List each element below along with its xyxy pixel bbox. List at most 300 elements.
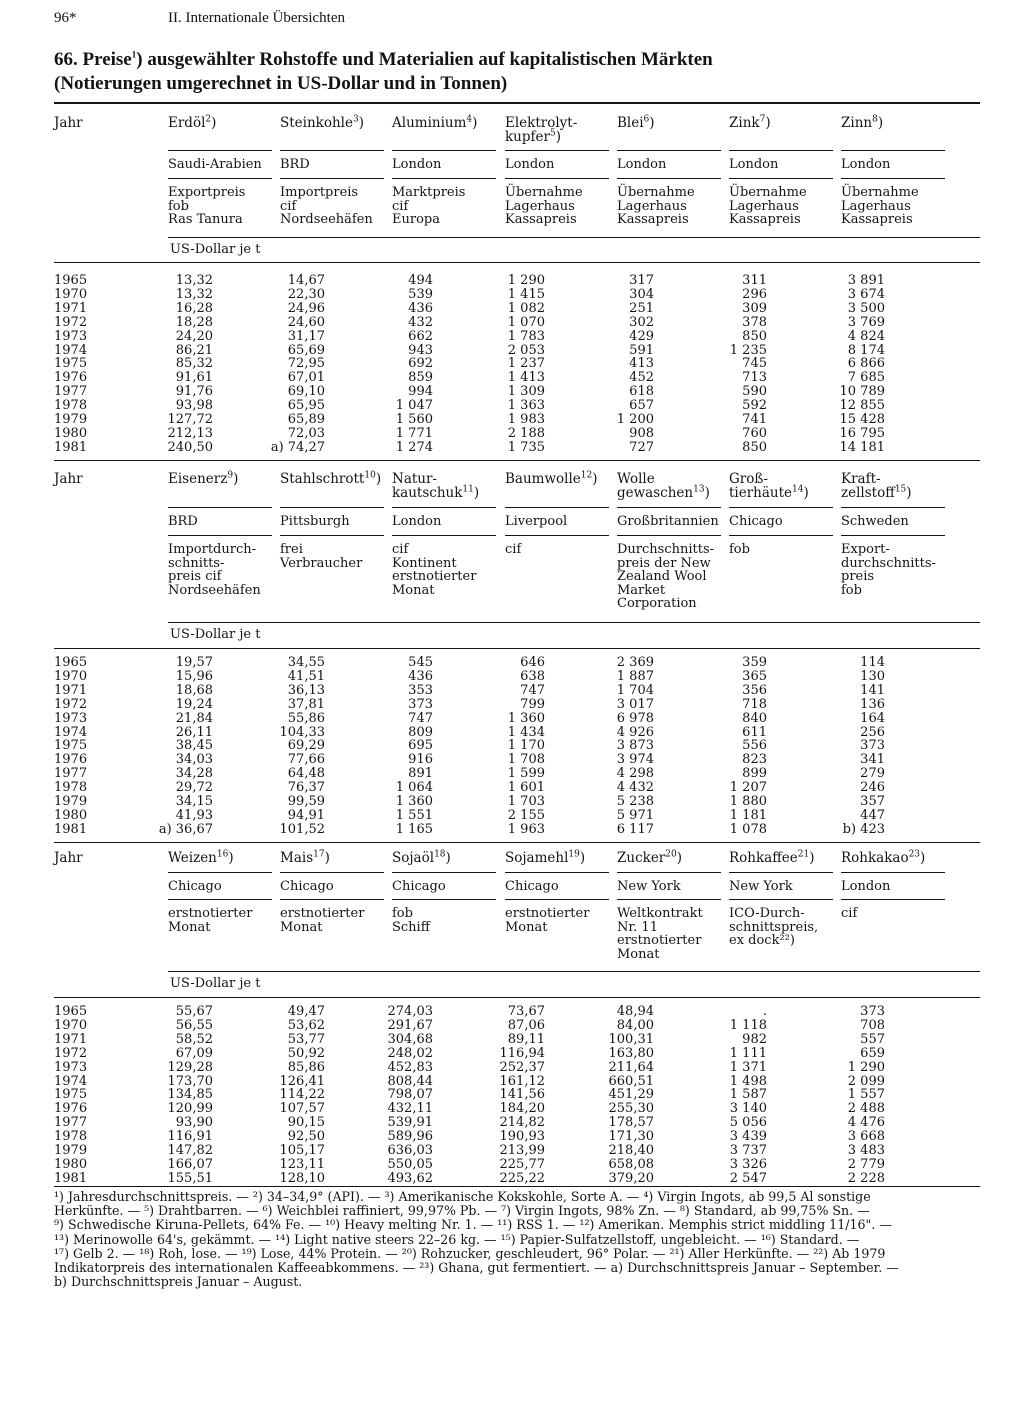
value-cell: 90,15 xyxy=(287,1115,325,1131)
column-header-line: Sojamehl$^{19}$) xyxy=(505,849,586,866)
value-cell: 107,57 xyxy=(279,1101,325,1117)
price-basis-line: fob xyxy=(392,906,413,921)
value-cell: 89,11 xyxy=(507,1031,545,1047)
price-basis-line: erstnotierter xyxy=(392,569,477,585)
value-cell: 808,44 xyxy=(387,1073,433,1089)
value-cell: 657 xyxy=(629,398,654,414)
value-cell: 3 439 xyxy=(729,1129,767,1145)
value-cell: 24,20 xyxy=(175,328,213,344)
value-cell: 692 xyxy=(408,356,433,372)
price-basis-line: Kassapreis xyxy=(841,212,913,228)
price-basis-line: Lagerhaus xyxy=(505,198,575,214)
price-basis xyxy=(505,907,589,934)
value-cell: 1 360 xyxy=(395,794,433,809)
value-cell: 123,11 xyxy=(279,1156,325,1172)
value-cell: 6 978 xyxy=(616,710,654,726)
value-cell: 356 xyxy=(742,682,767,698)
footnotes xyxy=(54,1190,969,1289)
value-cell: 5 971 xyxy=(616,807,654,823)
value-cell: 1 237 xyxy=(507,356,545,372)
column-header-line: Baumwolle$^{12}$) xyxy=(505,470,598,487)
value-cell: 493,62 xyxy=(387,1170,433,1186)
header-rule xyxy=(392,507,496,508)
year-cell: 1975 xyxy=(54,738,88,754)
price-basis-line: Monat xyxy=(617,946,660,962)
value-cell: 8 174 xyxy=(847,342,885,358)
value-cell: 1 165 xyxy=(395,821,433,837)
title-line-1: 66. Preise$^1$) ausgewählter Rohstoffe und Materialien auf kapitalistischen Märkten xyxy=(54,49,713,70)
year-cell: 1980 xyxy=(54,425,88,441)
price-basis xyxy=(280,543,362,570)
value-cell: 240,50 xyxy=(167,439,213,455)
market-rule xyxy=(280,535,384,536)
value-cell: 69,29 xyxy=(287,738,325,754)
price-basis-line: Lagerhaus xyxy=(729,198,799,214)
value-cell: 1 704 xyxy=(616,682,654,698)
year-cell: 1981 xyxy=(54,821,88,837)
footnote-ref: 11 xyxy=(462,484,474,495)
year-cell: 1972 xyxy=(54,696,88,712)
value-cell: 646 xyxy=(520,655,545,670)
market-label: Chicago xyxy=(392,879,446,894)
value-cell: 116,91 xyxy=(167,1129,213,1145)
value-cell: 1 371 xyxy=(729,1059,767,1075)
value-cell: 19,24 xyxy=(175,696,213,712)
value-cell: 413 xyxy=(629,356,654,372)
year-cell: 1976 xyxy=(54,1101,88,1117)
market-label: Chicago xyxy=(168,879,222,894)
value-cell: 37,81 xyxy=(287,696,325,712)
jahr-label: Jahr xyxy=(54,850,83,866)
value-cell: 2 488 xyxy=(847,1101,885,1117)
column-header xyxy=(505,116,577,144)
column-header xyxy=(729,851,815,865)
value-cell: 248,02 xyxy=(387,1045,433,1061)
column-header xyxy=(280,851,330,865)
market-label: Schweden xyxy=(841,514,909,529)
value-cell: 994 xyxy=(408,384,433,400)
column-header xyxy=(617,116,655,130)
value-cell: a) 74,27 xyxy=(270,439,325,455)
price-basis-line: preis xyxy=(841,569,875,585)
value-cell: 225,22 xyxy=(499,1170,545,1186)
value-cell: 178,57 xyxy=(608,1115,654,1131)
column-header xyxy=(841,851,925,865)
price-basis-line: schnittspreis, xyxy=(729,919,819,935)
value-cell: 713 xyxy=(742,370,767,386)
value-cell: 93,90 xyxy=(175,1115,213,1131)
value-cell: 93,98 xyxy=(175,398,213,414)
header-rule xyxy=(841,872,945,873)
value-cell: 539,91 xyxy=(387,1115,433,1131)
value-cell: 618 xyxy=(629,384,654,400)
value-cell: 3 737 xyxy=(729,1143,767,1158)
value-cell: 304 xyxy=(629,286,654,302)
value-cell: 255,30 xyxy=(608,1101,654,1117)
value-cell: 114 xyxy=(860,655,885,670)
footnote-line: ⁹) Schwedische Kiruna-Pellets, 64% Fe. — ¹⁰) Heavy melting Nr. 1. — ¹¹) RSS 1. — ¹²) Amerikan. Memphis strict middling 11/16". — xyxy=(54,1217,892,1233)
year-cell: 1972 xyxy=(54,314,88,330)
year-cell: 1979 xyxy=(54,794,88,809)
footnote-ref: 5 xyxy=(549,128,556,139)
price-basis-line: Monat xyxy=(168,919,211,935)
footnote-ref: 16 xyxy=(216,849,229,860)
value-cell: 190,93 xyxy=(499,1129,545,1145)
year-cell: 1974 xyxy=(54,1073,88,1089)
footnote-line: Indikatorpreis des internationalen Kaffeeabkommens. — ²³) Ghana, gut fermentiert. — a) Durchschnittspreis Januar – September. — xyxy=(54,1260,899,1276)
column-header xyxy=(841,472,912,500)
market-label: London xyxy=(392,157,442,172)
price-basis xyxy=(729,186,807,227)
value-cell: 55,86 xyxy=(287,710,325,726)
column-header xyxy=(729,116,771,130)
value-cell: 747 xyxy=(408,710,433,726)
value-cell: 34,03 xyxy=(175,752,213,768)
header-rule xyxy=(841,507,945,508)
value-cell: 378 xyxy=(742,314,767,330)
price-basis xyxy=(168,907,252,934)
value-cell: 1 413 xyxy=(507,370,545,386)
value-cell: 58,52 xyxy=(175,1031,213,1047)
footnote-ref: 13 xyxy=(693,484,705,495)
column-header-line: Erdöl$^2$) xyxy=(168,114,217,131)
price-basis-line: Monat xyxy=(505,919,548,935)
price-basis-line: Schiff xyxy=(392,919,430,935)
unit-top-rule xyxy=(168,971,980,972)
value-cell: 1 771 xyxy=(395,425,433,441)
column-header-line: Weizen$^{16}$) xyxy=(168,849,234,866)
value-cell: 279 xyxy=(860,766,885,782)
value-cell: 105,17 xyxy=(279,1143,325,1158)
value-cell: 184,20 xyxy=(499,1101,545,1117)
value-cell: 452,83 xyxy=(387,1059,433,1075)
market-rule xyxy=(505,535,609,536)
price-basis-line: Export- xyxy=(841,542,890,557)
value-cell: 141,56 xyxy=(499,1087,545,1103)
value-cell: 823 xyxy=(742,752,767,768)
year-cell: 1977 xyxy=(54,766,88,782)
footnote-line: ¹⁷) Gelb 2. — ¹⁸) Roh, lose. — ¹⁹) Lose, 44% Protein. — ²⁰) Rohzucker, geschleudert, 96° Polar. — ²¹) Aller Herkünfte. — ²²) Ab 1979 xyxy=(54,1245,886,1261)
value-cell: 3 483 xyxy=(847,1143,885,1158)
value-cell: 429 xyxy=(629,328,654,344)
value-cell: 256 xyxy=(860,724,885,740)
value-cell: 218,40 xyxy=(608,1143,654,1158)
year-cell: 1973 xyxy=(54,328,88,344)
value-cell: 556 xyxy=(742,738,767,754)
value-cell: 3 873 xyxy=(616,738,654,754)
value-cell: 50,92 xyxy=(287,1045,325,1061)
price-basis xyxy=(392,907,430,934)
value-cell: 91,61 xyxy=(175,370,213,386)
year-cell: 1965 xyxy=(54,1004,88,1019)
price-basis xyxy=(280,186,373,227)
value-cell: 1 047 xyxy=(395,398,433,414)
price-basis-line: Corporation xyxy=(617,596,697,612)
price-basis-line: frei xyxy=(280,542,303,557)
price-basis-line: erstnotierter xyxy=(505,906,590,921)
value-cell: 87,06 xyxy=(507,1017,545,1033)
value-cell: 114,22 xyxy=(279,1087,325,1103)
header-rule xyxy=(841,150,945,151)
market-label: New York xyxy=(617,879,681,894)
market-rule xyxy=(841,535,945,536)
value-cell: 943 xyxy=(408,342,433,358)
value-cell: 539 xyxy=(408,286,433,302)
value-cell: 1 498 xyxy=(729,1073,767,1089)
price-basis-line: fob xyxy=(841,582,862,598)
value-cell: 163,80 xyxy=(608,1045,654,1061)
price-basis-line: erstnotierter xyxy=(168,906,253,921)
year-cell: 1974 xyxy=(54,342,88,358)
market-label: BRD xyxy=(280,157,310,172)
value-cell: 1 599 xyxy=(507,766,545,782)
year-cell: 1971 xyxy=(54,1031,88,1047)
footnote-ref: 15 xyxy=(894,484,907,495)
price-basis xyxy=(841,543,936,597)
value-cell: 129,28 xyxy=(167,1059,213,1075)
value-cell: 545 xyxy=(408,655,433,670)
header-rule xyxy=(505,150,609,151)
value-cell: 432,11 xyxy=(387,1101,433,1117)
price-basis-line: Kassapreis xyxy=(729,212,801,228)
header-rule xyxy=(617,150,721,151)
footnote-ref: 10 xyxy=(364,470,376,481)
block-top-rule xyxy=(54,842,980,843)
price-basis-line: ex dock²²) xyxy=(729,933,795,949)
price-basis xyxy=(168,543,261,597)
value-cell: 432 xyxy=(408,314,433,330)
unit-bottom-rule xyxy=(54,648,980,649)
market-label: London xyxy=(841,879,891,894)
year-cell: 1965 xyxy=(54,655,88,670)
value-cell: 34,55 xyxy=(287,655,325,670)
value-cell: 274,03 xyxy=(387,1004,433,1019)
value-cell: 317 xyxy=(629,273,654,288)
column-header-line: Wolle xyxy=(617,471,655,487)
price-basis-line: Nordseehäfen xyxy=(168,582,261,598)
value-cell: 14 181 xyxy=(839,439,885,455)
value-cell: 116,94 xyxy=(499,1045,545,1061)
value-cell: 73,67 xyxy=(507,1004,545,1019)
column-header xyxy=(617,851,682,865)
value-cell: 3 769 xyxy=(847,314,885,330)
market-label: London xyxy=(505,157,555,172)
unit-bottom-rule xyxy=(54,262,980,263)
value-cell: 658,08 xyxy=(608,1156,654,1172)
footnote-ref: 17 xyxy=(313,849,325,860)
price-basis xyxy=(617,186,695,227)
block-top-rule xyxy=(54,460,980,461)
year-cell: 1977 xyxy=(54,1115,88,1131)
value-cell: 211,64 xyxy=(608,1059,654,1075)
value-cell: 908 xyxy=(629,425,654,441)
value-cell: 590 xyxy=(742,384,767,400)
year-cell: 1972 xyxy=(54,1045,88,1061)
price-basis-line: Kontinent xyxy=(392,555,457,571)
value-cell: 373 xyxy=(860,1004,885,1019)
price-basis-line: cif xyxy=(841,906,858,921)
market-label: Großbritannien xyxy=(617,514,719,529)
column-header xyxy=(392,116,477,130)
value-cell: 798,07 xyxy=(387,1087,433,1103)
year-cell: 1977 xyxy=(54,384,88,400)
year-cell: 1975 xyxy=(54,1087,88,1103)
value-cell: 67,01 xyxy=(287,370,325,386)
value-cell: 850 xyxy=(742,328,767,344)
market-rule xyxy=(392,899,496,900)
header-rule xyxy=(729,872,833,873)
footnote-line: ¹) Jahresdurchschnittspreis. — ²) 34–34,9° (API). — ³) Amerikanische Kokskohle, Sorte A. — ⁴) Virgin Ingots, ab 99,5 Al sonstige xyxy=(54,1189,871,1204)
value-cell: 10 789 xyxy=(839,384,885,400)
price-basis-line: cif xyxy=(392,198,409,214)
value-cell: 2 369 xyxy=(616,655,654,670)
market-label: London xyxy=(617,157,667,172)
value-cell: 304,68 xyxy=(387,1031,433,1047)
price-basis-line: Europa xyxy=(392,212,440,228)
market-rule xyxy=(392,535,496,536)
value-cell: 592 xyxy=(742,398,767,414)
value-cell: 1 735 xyxy=(507,439,545,455)
year-cell: 1970 xyxy=(54,1017,88,1033)
value-cell: 741 xyxy=(742,412,767,427)
header-rule xyxy=(280,507,384,508)
value-cell: . xyxy=(762,1004,767,1019)
price-basis xyxy=(841,907,857,921)
value-cell: 173,70 xyxy=(167,1073,213,1089)
header-rule xyxy=(280,872,384,873)
value-cell: 2 779 xyxy=(847,1156,885,1172)
value-cell: 1 207 xyxy=(729,780,767,796)
year-cell: 1970 xyxy=(54,668,88,684)
header-rule xyxy=(505,507,609,508)
footnote-line: b) Durchschnittspreis Januar – August. xyxy=(54,1274,303,1290)
unit-top-rule xyxy=(168,622,980,623)
value-cell: 41,51 xyxy=(287,668,325,684)
year-cell: 1978 xyxy=(54,1129,88,1145)
value-cell: 2 099 xyxy=(847,1073,885,1089)
value-cell: 48,94 xyxy=(616,1004,654,1019)
value-cell: 353 xyxy=(408,682,433,698)
value-cell: 3 974 xyxy=(616,752,654,768)
value-cell: b) 423 xyxy=(842,821,885,837)
price-basis-line: Übernahme xyxy=(841,185,919,200)
price-basis-line: Durchschnitts- xyxy=(617,542,715,557)
jahr-label: Jahr xyxy=(54,115,83,131)
column-header-line: zellstoff$^{15}$) xyxy=(841,484,912,501)
value-cell: 659 xyxy=(860,1045,885,1061)
value-cell: 436 xyxy=(408,300,433,316)
value-cell: 120,99 xyxy=(167,1101,213,1117)
column-header xyxy=(392,472,479,500)
value-cell: 1 983 xyxy=(507,412,545,427)
price-basis-line: fob xyxy=(729,542,750,557)
market-rule xyxy=(617,535,721,536)
value-cell: 164 xyxy=(860,710,885,726)
value-cell: 155,51 xyxy=(167,1170,213,1186)
market-rule xyxy=(841,178,945,179)
price-basis-line: Importdurch- xyxy=(168,542,257,557)
value-cell: 1 557 xyxy=(847,1087,885,1103)
footnote-ref: 6 xyxy=(643,114,650,125)
column-header-line: gewaschen$^{13}$) xyxy=(617,484,710,501)
value-cell: 92,50 xyxy=(287,1129,325,1145)
value-cell: 341 xyxy=(860,752,885,768)
value-cell: 1 703 xyxy=(507,794,545,809)
value-cell: 452 xyxy=(629,370,654,386)
value-cell: 695 xyxy=(408,738,433,754)
price-basis-line: Kassapreis xyxy=(617,212,689,228)
column-header-line: Blei$^6$) xyxy=(617,114,655,131)
market-label: BRD xyxy=(168,514,198,529)
value-cell: 16 795 xyxy=(839,425,885,441)
column-header-line: Zink$^7$) xyxy=(729,114,771,131)
column-header xyxy=(617,472,710,500)
value-cell: 4 476 xyxy=(847,1115,885,1131)
year-cell: 1981 xyxy=(54,1170,88,1186)
price-basis-line: Lagerhaus xyxy=(617,198,687,214)
price-basis-line: ICO-Durch- xyxy=(729,906,805,921)
value-cell: 296 xyxy=(742,286,767,302)
value-cell: 214,82 xyxy=(499,1115,545,1131)
price-basis-line: Market xyxy=(617,582,666,598)
footnote-ref: 4 xyxy=(466,114,473,125)
price-basis xyxy=(392,543,476,597)
value-cell: 365 xyxy=(742,668,767,684)
value-cell: 38,45 xyxy=(175,738,213,754)
value-cell: 1 181 xyxy=(729,807,767,823)
value-cell: 636,03 xyxy=(387,1143,433,1158)
year-cell: 1979 xyxy=(54,1143,88,1158)
value-cell: 36,13 xyxy=(287,682,325,698)
value-cell: 662 xyxy=(408,328,433,344)
value-cell: 41,93 xyxy=(175,807,213,823)
price-basis-line: Marktpreis xyxy=(392,185,466,200)
value-cell: 557 xyxy=(860,1031,885,1047)
value-cell: 212,13 xyxy=(167,425,213,441)
column-header xyxy=(280,472,381,486)
value-cell: 91,76 xyxy=(175,384,213,400)
value-cell: 56,55 xyxy=(175,1017,213,1033)
price-basis-line: Zealand Wool xyxy=(617,569,707,585)
value-cell: 1 363 xyxy=(507,398,545,414)
value-cell: 84,00 xyxy=(616,1017,654,1033)
value-cell: 101,52 xyxy=(279,821,325,837)
value-cell: 982 xyxy=(742,1031,767,1047)
value-cell: 15 428 xyxy=(839,412,885,427)
price-basis-line: Verbraucher xyxy=(280,555,363,571)
value-cell: 69,10 xyxy=(287,384,325,400)
header-rule xyxy=(168,507,272,508)
header-rule xyxy=(617,872,721,873)
price-basis xyxy=(729,543,750,557)
market-rule xyxy=(168,535,272,536)
value-cell: 718 xyxy=(742,696,767,712)
column-header-line: Stahlschrott$^{10}$) xyxy=(280,470,382,487)
value-cell: 1 290 xyxy=(847,1059,885,1075)
year-cell: 1973 xyxy=(54,710,88,726)
market-label: Chicago xyxy=(280,879,334,894)
value-cell: 86,21 xyxy=(175,342,213,358)
price-basis-line: Monat xyxy=(392,582,435,598)
year-cell: 1973 xyxy=(54,1059,88,1075)
value-cell: 1 200 xyxy=(616,412,654,427)
value-cell: 166,07 xyxy=(167,1156,213,1172)
price-basis xyxy=(617,543,714,611)
value-cell: 21,84 xyxy=(175,710,213,726)
table-bottom-rule xyxy=(54,1186,980,1187)
header-rule xyxy=(392,872,496,873)
column-header-line: Kraft- xyxy=(841,471,881,487)
